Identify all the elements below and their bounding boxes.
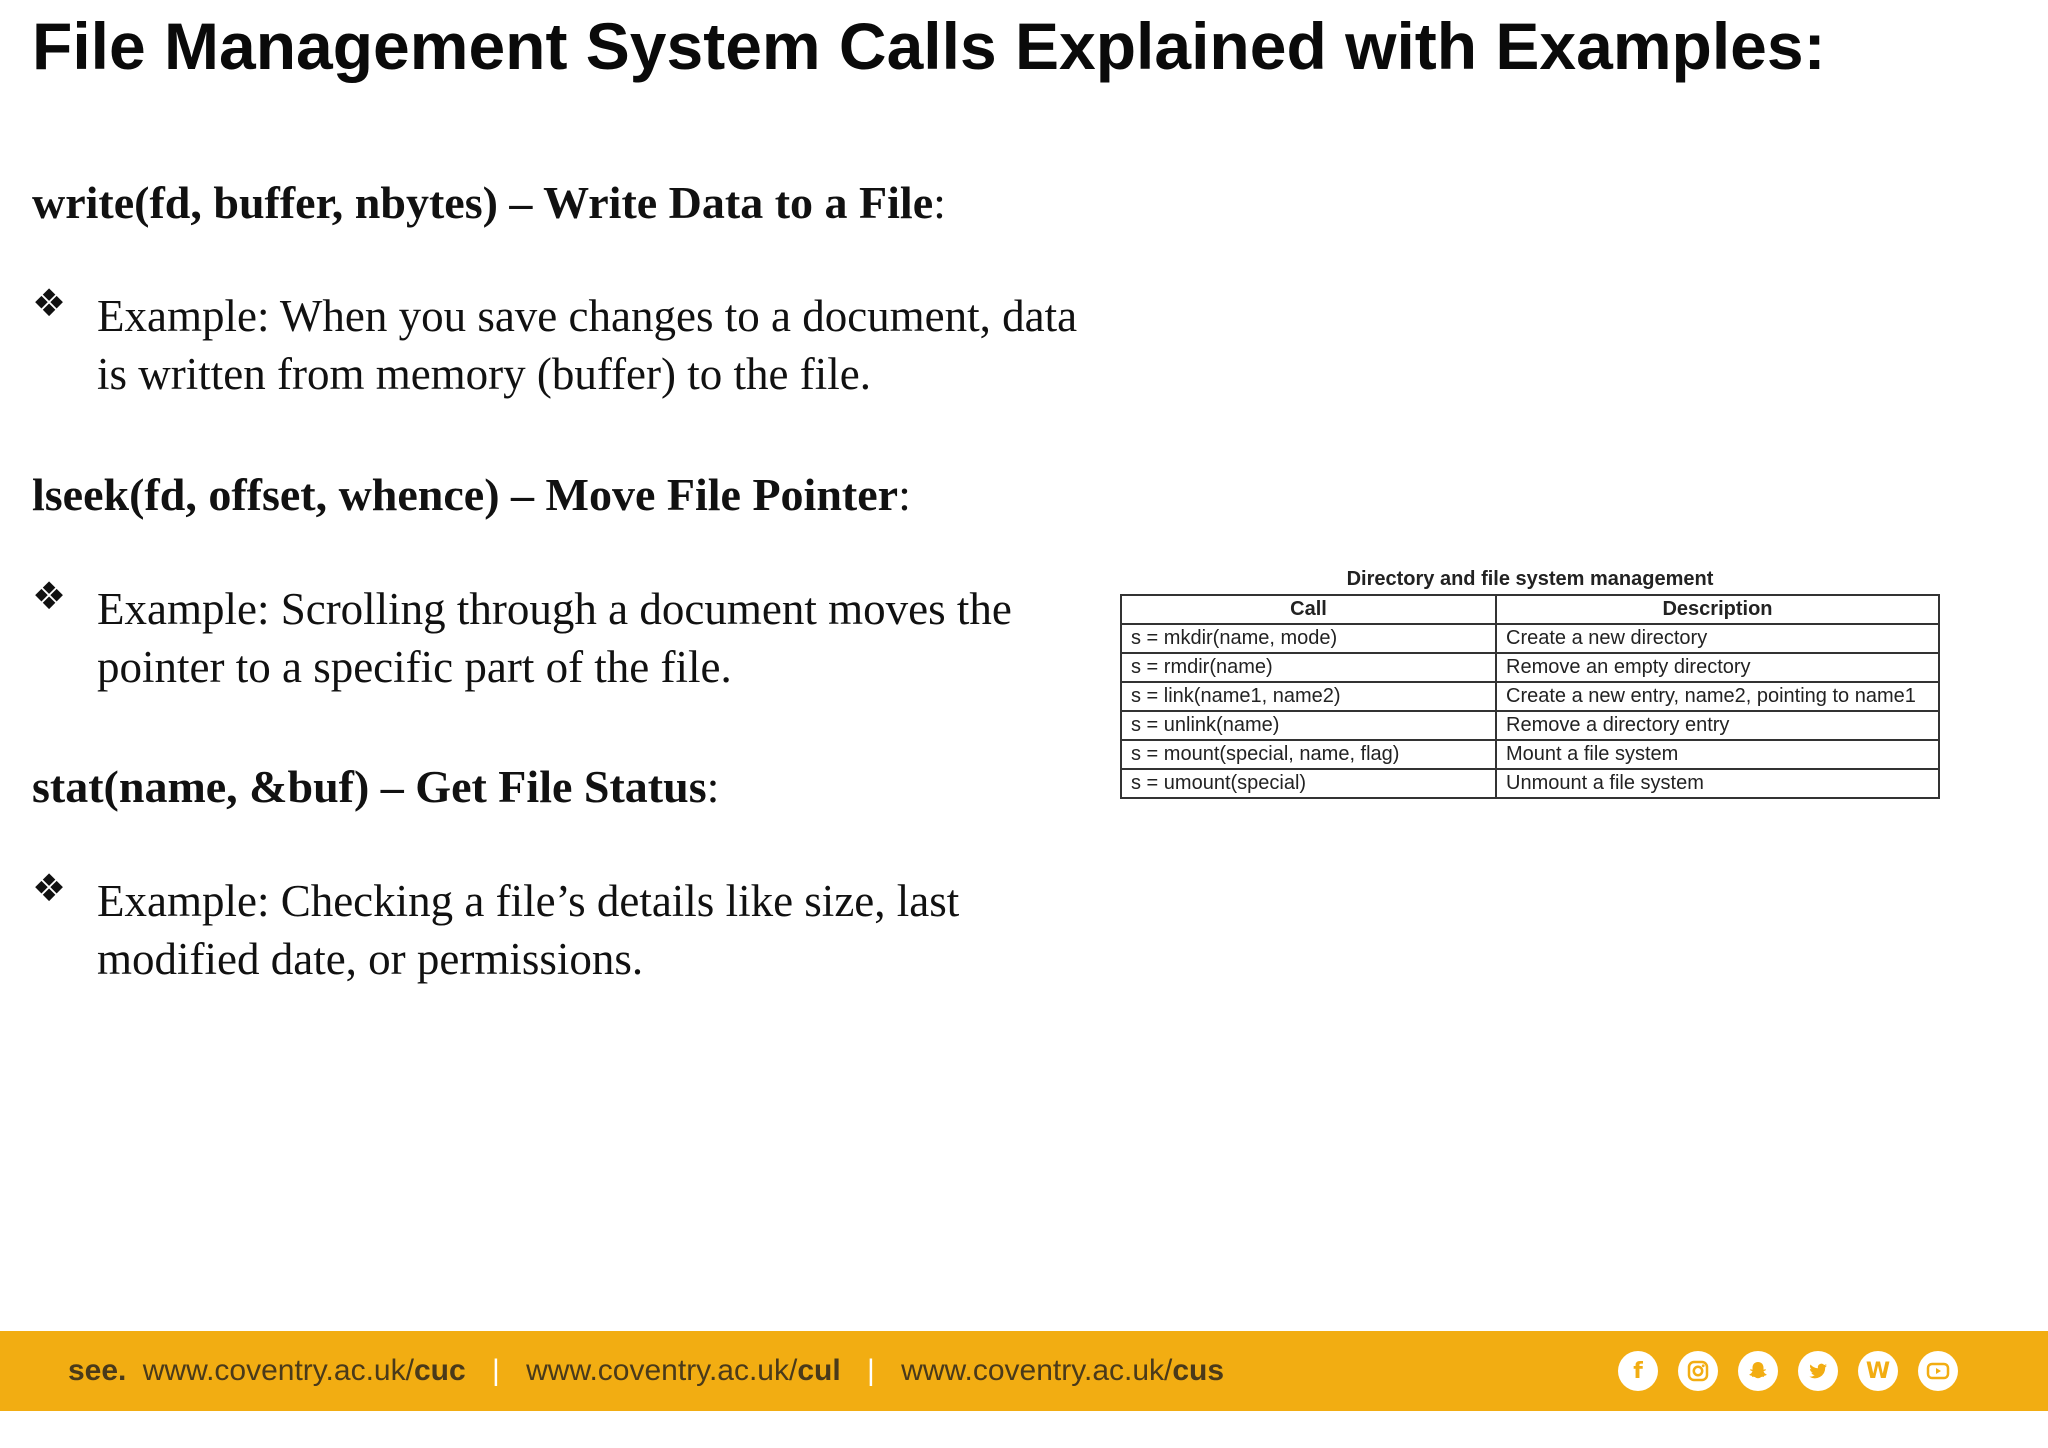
description-cell: Create a new entry, name2, pointing to name1: [1496, 682, 1939, 711]
table-row: [1121, 711, 1939, 740]
system-calls-table: [1120, 594, 1940, 799]
table-header-row: [1121, 595, 1939, 624]
bullet-text: Example: When you save changes to a document, data is written from memory (buffer) to the file.: [97, 291, 1078, 399]
diamond-bullet-icon: ❖: [32, 866, 67, 910]
bullet-lseek-example: [32, 574, 1092, 696]
description-cell: Remove an empty directory: [1496, 653, 1939, 682]
call-cell: s = mount(special, name, flag): [1121, 740, 1496, 769]
footer-link-cus[interactable]: [901, 1354, 1224, 1387]
facebook-icon[interactable]: f: [1618, 1351, 1658, 1391]
table-caption: Directory and file system management: [1346, 568, 1714, 590]
section-heading-lseek: [32, 468, 911, 522]
footer-separator: |: [491, 1354, 500, 1387]
instagram-icon[interactable]: [1678, 1351, 1718, 1391]
social-icons: [1618, 1351, 1958, 1391]
heading-text: write(fd, buffer, nbytes) – Write Data to a File: [32, 177, 934, 228]
footer-links: [68, 1354, 1224, 1388]
heading-colon: :: [706, 761, 720, 812]
youtube-icon[interactable]: [1918, 1351, 1958, 1391]
slide-title: File Management System Calls Explained with Examples:: [32, 9, 1826, 83]
link-base: www.coventry.ac.uk/: [526, 1354, 798, 1387]
column-header-call: Call: [1121, 595, 1496, 624]
table-row: [1121, 624, 1939, 653]
link-suffix: cuc: [413, 1354, 466, 1387]
link-suffix: cul: [797, 1354, 841, 1387]
footer-link-cul[interactable]: [526, 1354, 841, 1387]
heading-colon: :: [933, 177, 946, 228]
call-cell: s = mkdir(name, mode): [1121, 624, 1496, 653]
description-cell: Remove a directory entry: [1496, 711, 1939, 740]
heading-text: lseek(fd, offset, whence) – Move File Pointer: [32, 469, 899, 520]
description-cell: Unmount a file system: [1496, 769, 1939, 798]
table-row: [1121, 740, 1939, 769]
link-base: www.coventry.ac.uk/: [901, 1354, 1173, 1387]
table-row: [1121, 769, 1939, 798]
footer-band: [0, 1331, 2048, 1411]
description-cell: Mount a file system: [1496, 740, 1939, 769]
call-cell: s = umount(special): [1121, 769, 1496, 798]
heading-colon: :: [898, 469, 911, 520]
call-cell: s = rmdir(name): [1121, 653, 1496, 682]
link-base: www.coventry.ac.uk/: [142, 1354, 414, 1387]
twitter-icon[interactable]: [1798, 1351, 1838, 1391]
wordpress-icon[interactable]: W: [1858, 1351, 1898, 1391]
section-heading-stat: [32, 760, 719, 814]
diamond-bullet-icon: ❖: [32, 574, 67, 618]
column-header-description: Description: [1496, 595, 1939, 624]
description-cell: Create a new directory: [1496, 624, 1939, 653]
link-suffix: cus: [1172, 1354, 1225, 1387]
bullet-text: Example: Scrolling through a document moves the pointer to a specific part of the file.: [97, 584, 1012, 692]
see-label: see.: [68, 1354, 127, 1387]
snapchat-icon[interactable]: [1738, 1351, 1778, 1391]
footer-separator: |: [867, 1354, 875, 1387]
bullet-write-example: [32, 281, 1092, 403]
table-row: [1121, 682, 1939, 711]
heading-text: stat(name, &buf) – Get File Status: [32, 761, 707, 812]
table-row: [1121, 653, 1939, 682]
bullet-text: Example: Checking a file’s details like size, last modified date, or permissions.: [97, 876, 960, 984]
footer-link-cuc[interactable]: [143, 1354, 466, 1387]
call-cell: s = link(name1, name2): [1121, 682, 1496, 711]
section-heading-write: [32, 176, 946, 230]
call-cell: s = unlink(name): [1121, 711, 1496, 740]
system-calls-table-figure: [1120, 564, 1940, 799]
diamond-bullet-icon: ❖: [32, 281, 67, 325]
bullet-stat-example: [32, 866, 1092, 988]
